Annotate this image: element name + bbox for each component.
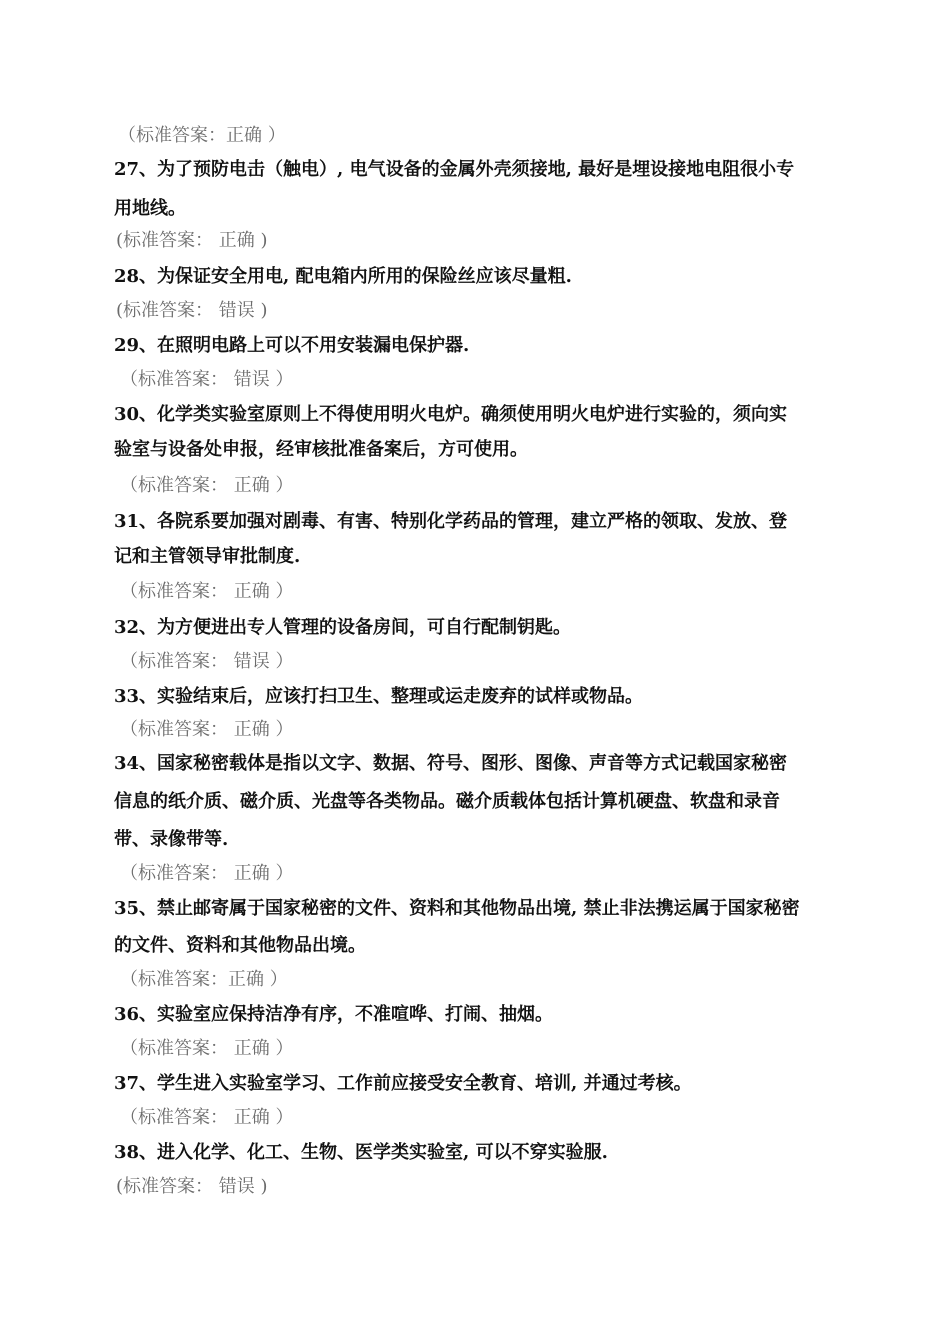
question-text-line: 33、实验结束后，应该打扫卫生、整理或运走废弃的试样或物品。 xyxy=(114,686,644,707)
question-text-line: 用地线。 xyxy=(114,198,186,219)
standard-answer-line: （标准答案： 错误 ） xyxy=(120,651,294,672)
question-text-line: 31、各院系要加强对剧毒、有害、特别化学药品的管理，建立严格的领取、发放、登 xyxy=(114,511,788,532)
question-text-line: 32、为方便进出专人管理的设备房间，可自行配制钥匙。 xyxy=(114,617,572,638)
question-text-line: 36、实验室应保持洁净有序，不准喧哗、打闹、抽烟。 xyxy=(114,1004,554,1025)
question-text-line: 27、为了预防电击（触电）, 电气设备的金属外壳须接地, 最好是埋设接地电阻很小专 xyxy=(114,159,795,180)
standard-answer-line: （标准答案： 正确 ） xyxy=(120,719,294,740)
standard-answer-line: （标准答案： 正确 ） xyxy=(120,581,294,602)
standard-answer-line: (标准答案： 正确 ) xyxy=(116,230,268,251)
question-text-line: 28、为保证安全用电, 配电箱内所用的保险丝应该尽量粗. xyxy=(114,266,572,287)
question-text-line: 34、国家秘密载体是指以文字、数据、符号、图形、图像、声音等方式记载国家秘密 xyxy=(114,753,788,774)
standard-answer-line: （标准答案： 正确 ） xyxy=(120,863,294,884)
standard-answer-line: (标准答案： 错误 ) xyxy=(116,300,268,321)
question-text-line: 38、进入化学、化工、生物、医学类实验室, 可以不穿实验服. xyxy=(114,1142,608,1163)
standard-answer-line: （标准答案： 正确 ） xyxy=(120,1107,294,1128)
question-text-line: 验室与设备处申报，经审核批准备案后，方可使用。 xyxy=(114,439,528,460)
question-text-line: 带、录像带等. xyxy=(114,829,229,850)
question-text-line: 29、在照明电路上可以不用安装漏电保护器. xyxy=(114,335,470,356)
standard-answer-line: （标准答案：正确 ） xyxy=(120,969,288,990)
question-text-line: 的文件、资料和其他物品出境。 xyxy=(114,935,366,956)
standard-answer-line: (标准答案： 错误 ) xyxy=(116,1176,268,1197)
question-text-line: 信息的纸介质、磁介质、光盘等各类物品。磁介质载体包括计算机硬盘、软盘和录音 xyxy=(114,791,780,812)
question-text-line: 35、禁止邮寄属于国家秘密的文件、资料和其他物品出境, 禁止非法携运属于国家秘密 xyxy=(114,898,800,919)
standard-answer-line: （标准答案： 正确 ） xyxy=(120,1038,294,1059)
standard-answer-line: （标准答案： 正确 ） xyxy=(120,475,294,496)
standard-answer-line: （标准答案： 错误 ） xyxy=(120,369,294,390)
standard-answer-line: （标准答案：正确 ） xyxy=(118,125,286,146)
question-text-line: 30、化学类实验室原则上不得使用明火电炉。确须使用明火电炉进行实验的，须向实 xyxy=(114,404,788,425)
question-text-line: 记和主管领导审批制度. xyxy=(114,546,301,567)
question-text-line: 37、学生进入实验室学习、工作前应接受安全教育、培训, 并通过考核。 xyxy=(114,1073,692,1094)
